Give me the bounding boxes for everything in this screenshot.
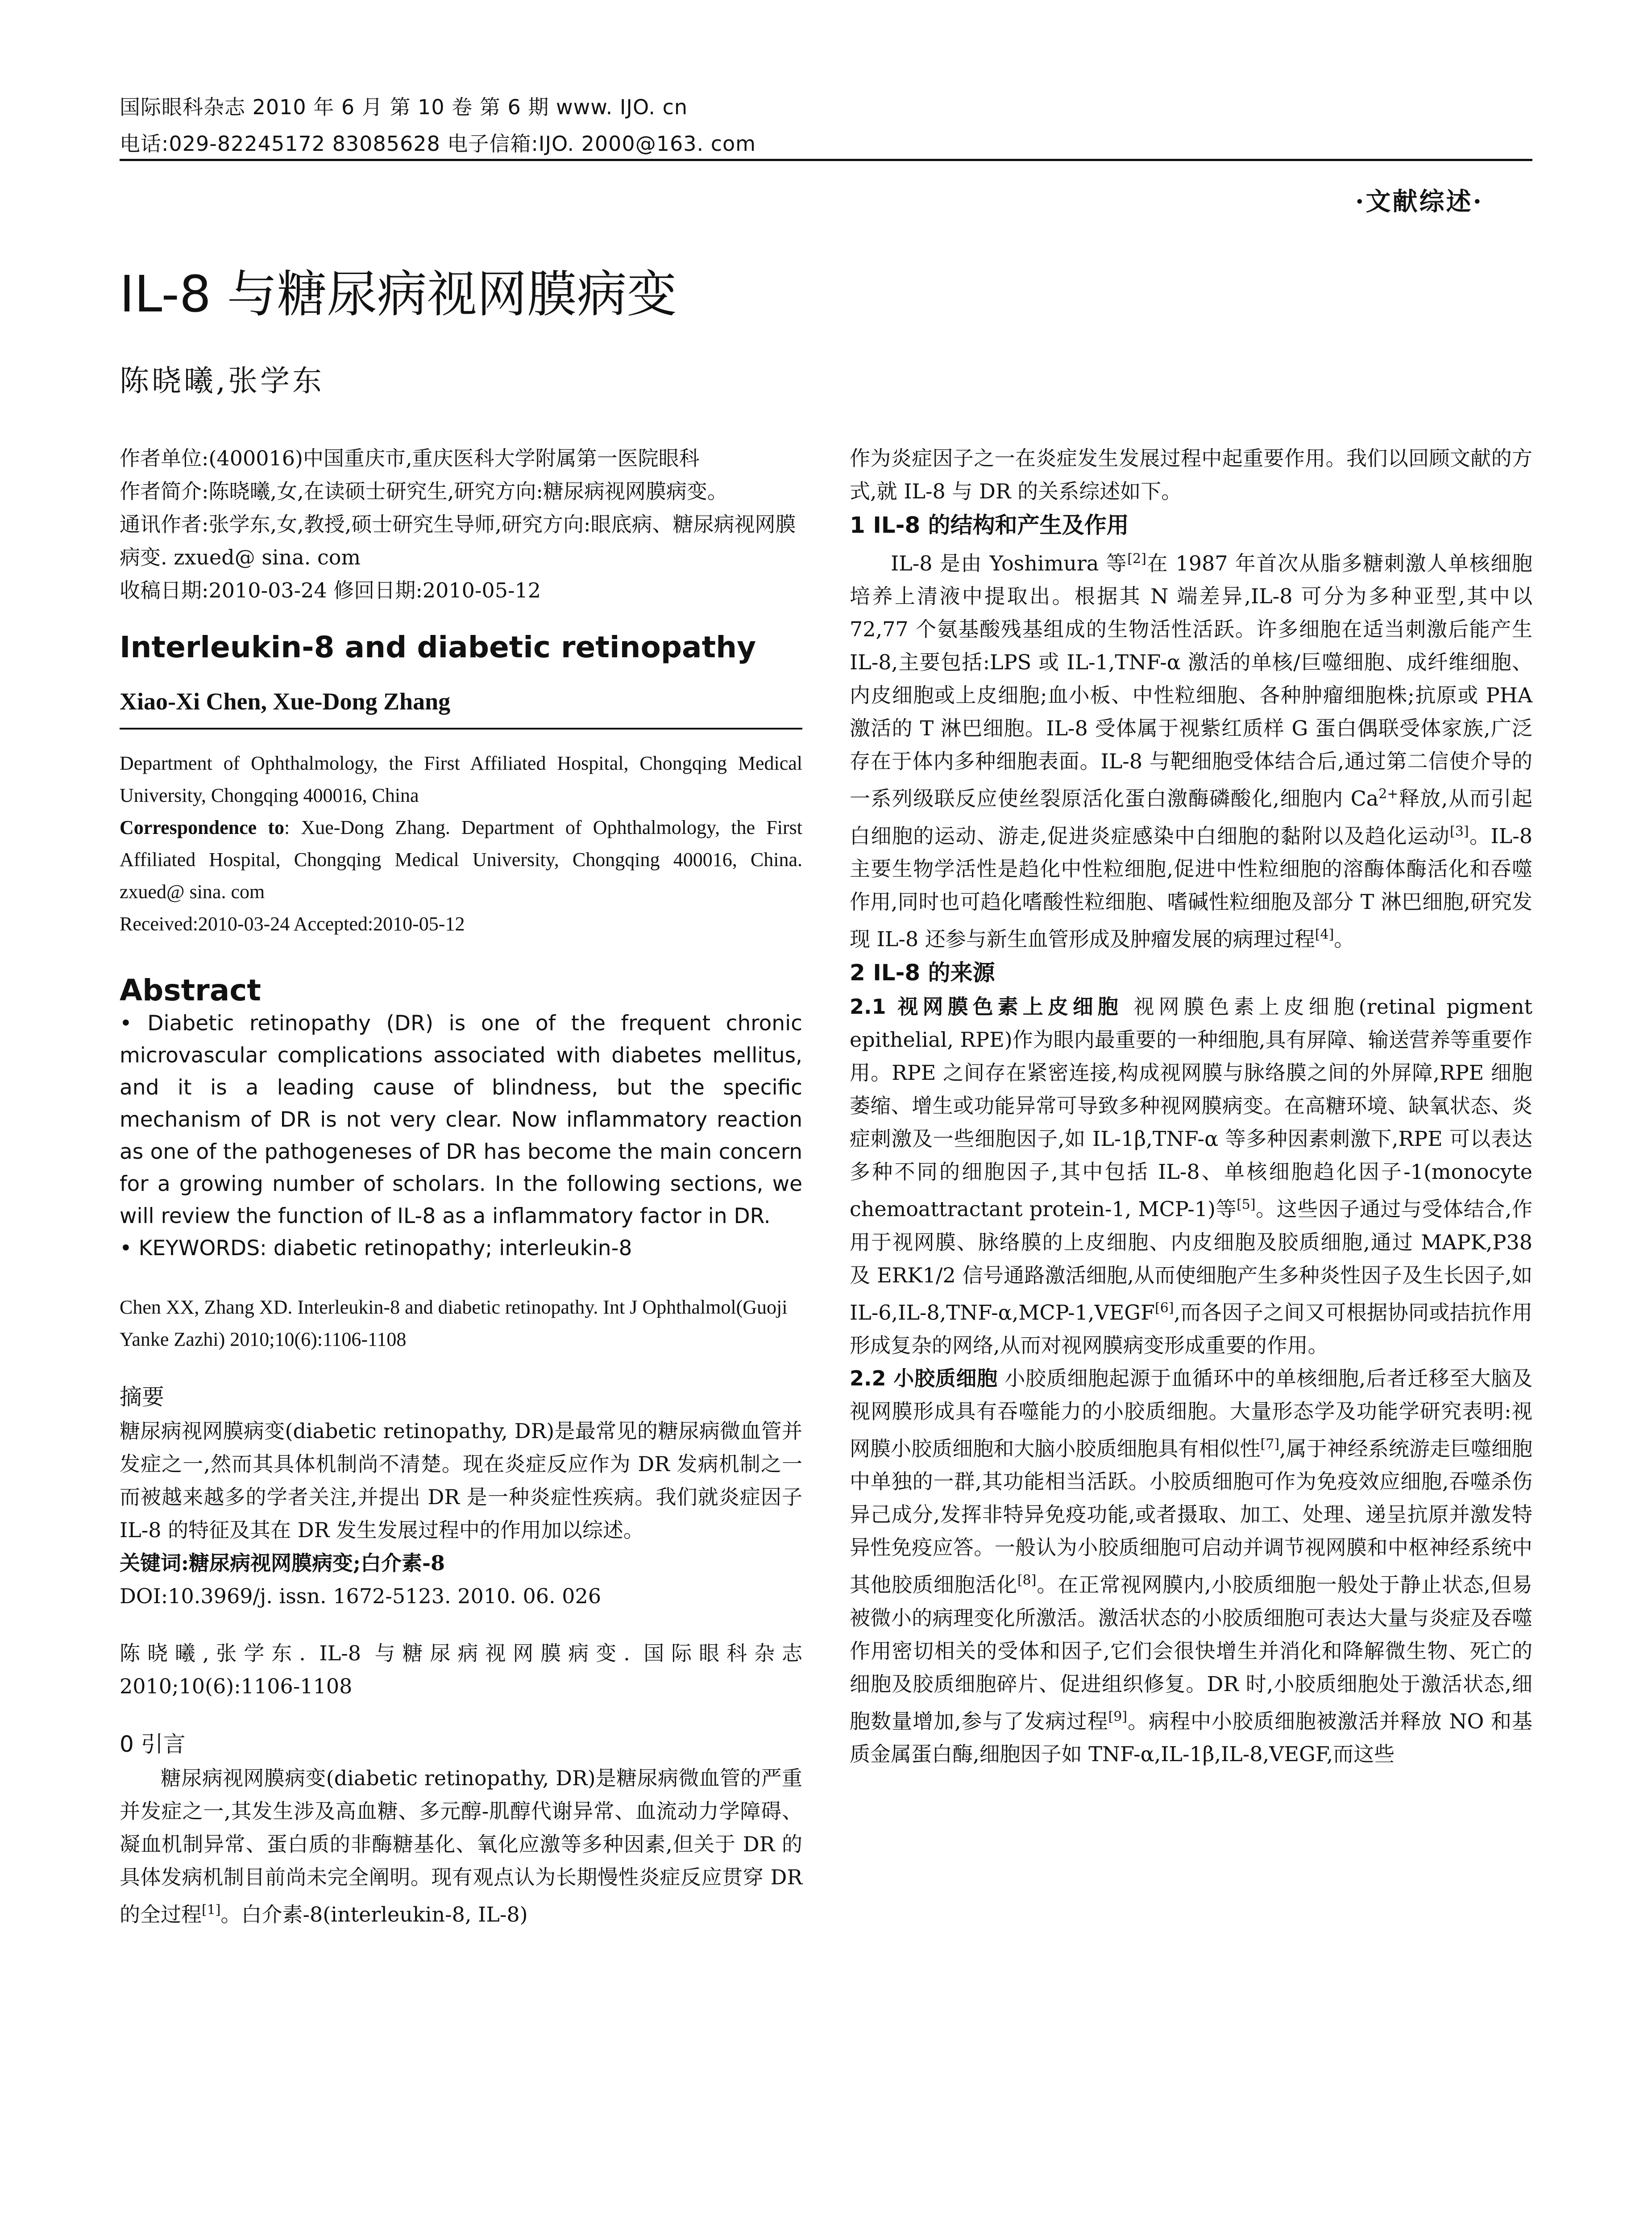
keywords-zh: 关键词:糖尿病视网膜病变;白介素-8 [120, 1551, 445, 1575]
ref-marker: [6] [1154, 1300, 1174, 1316]
section-1-heading: 1 IL-8 的结构和产生及作用 [850, 512, 1129, 538]
english-correspondence [120, 812, 802, 908]
ref-marker: [2] [1127, 551, 1146, 567]
ref-marker: [5] [1237, 1197, 1256, 1213]
right-column [850, 442, 1532, 1771]
ref-marker: [8] [1017, 1572, 1037, 1588]
correspondence-text: : Xue-Dong Zhang. Department of Ophthalmology, the First Affiliated Hospital, Chongqing Medical University, Chongqing 400016, China. zxued@ sina. com [120, 817, 802, 903]
english-authors: Xiao-Xi Chen, Xue-Dong Zhang [120, 688, 802, 730]
citation-english: Chen XX, Zhang XD. Interleukin-8 and diabetic retinopathy. Int J Ophthalmol(Guoji Yanke Zazhi) 2010;10(6):1106-1108 [120, 1296, 788, 1350]
ref-marker: [9] [1108, 1708, 1127, 1725]
corresponding-author: 通讯作者:张学东,女,教授,硕士研究生导师,研究方向:眼底病、糖尿病视网膜病变. zxued@ sina. com [120, 512, 796, 569]
ref-marker: [4] [1315, 926, 1334, 942]
article-authors: 陈晓曦,张学东 [120, 364, 324, 398]
journal-header: 国际眼科杂志 2010 年 6 月 第 10 卷 第 6 期 www. IJO. cn [120, 95, 688, 119]
section-2-2-heading: 2.2 小胶质细胞 [850, 1366, 998, 1390]
intro-paragraph: 糖尿病视网膜病变(diabetic retinopathy, DR)是糖尿病微血管的严重并发症之一,其发生涉及高血糖、多元醇-肌醇代谢异常、血流动力学障碍、凝血机制异常、蛋白质的非酶糖基化、氧化应激等多种因素,但关于 DR 的具体发病机制目前尚未完全阐明。现有观点认为长期慢性炎症反应贯穿 DR 的全过程[1]。白介素-8(interleukin-8, IL-8) [120, 1766, 802, 1927]
abstract-body: • Diabetic retinopathy (DR) is one of the frequent chronic microvascular complications associated with diabetes mellitus, and it is a leading cause of blindness, but the specific mechanism of DR is not very clear. Now inflammatory reaction as one of the pathogeneses of DR has become the main concern for a growing number of scholars. In the following sections, we will review the function of IL-8 as a inflammatory factor in DR. [120, 1011, 802, 1228]
abstract-zh-body: 糖尿病视网膜病变(diabetic retinopathy, DR)是最常见的糖尿病微血管并发症之一,然而其具体机制尚不清楚。现在炎症反应作为 DR 发病机制之一而被越来越多的学者关注,并提出 DR 是一种炎症性疾病。我们就炎症因子 IL-8 的特征及其在 DR 发生发展过程中的作用加以综述。 [120, 1419, 802, 1542]
author-intro: 作者简介:陈晓曦,女,在读硕士研究生,研究方向:糖尿病视网膜病变。 [120, 479, 728, 503]
section-2-heading: 2 IL-8 的来源 [850, 960, 995, 986]
english-department: Department of Ophthalmology, the First Affiliated Hospital, Chongqing Medical University, Chongqing 400016, China [120, 752, 802, 806]
abstract-keywords: • KEYWORDS: diabetic retinopathy; interleukin-8 [120, 1236, 632, 1261]
english-title: Interleukin-8 and diabetic retinopathy [120, 630, 756, 664]
section-2-1-heading: 2.1 视网膜色素上皮细胞 [850, 995, 1123, 1019]
ref-marker: [3] [1450, 823, 1469, 839]
author-affiliation: 作者单位:(400016)中国重庆市,重庆医科大学附属第一医院眼科 [120, 446, 700, 470]
section-1-paragraph: IL-8 是由 Yoshimura 等[2]在 1987 年首次从脂多糖刺激人单核细胞培养上清液中提取出。根据其 N 端差异,IL-8 可分为多种亚型,其中以 72,77 个氨基酸残基组成的生物活性活跃。许多细胞在适当刺激后能产生 IL-8,主要包括:LPS 或 IL-1,TNF-α 激活的单核/巨噬细胞、成纤维细胞、内皮细胞或上皮细胞;血小板、中性粒细胞、各种肿瘤细胞株;抗原或 PHA 激活的 T 淋巴细胞。IL-8 受体属于视紫红质样 G 蛋白偶联受体家族,广泛存在于体内多种细胞表面。IL-8 与靶细胞受体结合后,通过第二信使介导的一系列级联反应使丝裂原活化蛋白激酶磷酸化,细胞内 Ca$^{2+}$释放,从而引起白细胞的运动、游走,促进炎症感染中白细胞的黏附以及趋化运动[3]。IL-8 主要生物学活性是趋化中性粒细胞,促进中性粒细胞的溶酶体酶活化和吞噬作用,同时也可趋化嗜酸性粒细胞、嗜碱性粒细胞及部分 T 淋巴细胞,研究发现 IL-8 还参与新生血管形成及肿瘤发展的病理过程[4]。 [850, 551, 1533, 951]
intro-heading: 0 引言 [120, 1731, 186, 1757]
section-2-2-paragraph: 2.2 小胶质细胞 小胶质细胞起源于血循环中的单核细胞,后者迁移至大脑及视网膜形成具有吞噬能力的小胶质细胞。大量形态学及功能学研究表明:视网膜小胶质细胞和大脑小胶质细胞具有相似性[7],属于神经系统游走巨噬细胞中单独的一群,其功能相当活跃。小胶质细胞可作为免疫效应细胞,吞噬杀伤异己成分,发挥非特异免疫功能,或者摄取、加工、处理、递呈抗原并激发特异性免疫应答。一般认为小胶质细胞可启动并调节视网膜和中枢神经系统中其他胶质细胞活化[8]。在正常视网膜内,小胶质细胞一般处于静止状态,但易被微小的病理变化所激活。激活状态的小胶质细胞可表达大量与炎症及吞噬作用密切相关的受体和因子,它们会很快增生并消化和降解微生物、死亡的细胞及胶质细胞碎片、促进组织修复。DR 时,小胶质细胞处于激活状态,细胞数量增加,参与了发病过程[9]。病程中小胶质细胞被激活并释放 NO 和基质金属蛋白酶,细胞因子如 TNF-α,IL-1β,IL-8,VEGF,而这些 [850, 1366, 1533, 1766]
left-column [120, 442, 802, 1931]
ref-marker: [1] [202, 1902, 221, 1918]
ca-superscript: 2+ [1378, 786, 1399, 802]
abstract-heading: Abstract [120, 973, 261, 1008]
dates-zh: 收稿日期:2010-03-24 修回日期:2010-05-12 [120, 578, 541, 602]
citation-chinese: 陈晓曦,张学东. IL-8 与糖尿病视网膜病变. 国际眼科杂志 2010;10(6):1106-1108 [120, 1641, 802, 1698]
contact-header: 电话:029-82245172 83085628 电子信箱:IJO. 2000@163. com [120, 132, 756, 156]
ref-marker: [7] [1260, 1436, 1280, 1452]
section-2-1-paragraph: 2.1 视网膜色素上皮细胞 视网膜色素上皮细胞(retinal pigment epithelial, RPE)作为眼内最重要的一种细胞,具有屏障、输送营养等重要作用。RPE 之间存在紧密连接,构成视网膜与脉络膜之间的外屏障,RPE 细胞萎缩、增生或功能异常可导致多种视网膜病变。在高糖环境、缺氧状态、炎症刺激及一些细胞因子,如 IL-1β,TNF-α 等多种因素刺激下,RPE 可以表达多种不同的细胞因子,其中包括 IL-8、单核细胞趋化因子-1(monocyte chemoattractant protein-1, MCP-1)等[5]。这些因子通过与受体结合,作用于视网膜、脉络膜的上皮细胞、内皮细胞及胶质细胞,通过 MAPK,P38 及 ERK1/2 信号通路激活细胞,从而使细胞产生多种炎性因子及生长因子,如 IL-6,IL-8,TNF-α,MCP-1,VEGF[6],而各因子之间又可根据协同或拮抗作用形成复杂的网络,从而对视网膜病变形成重要的作用。 [850, 995, 1533, 1357]
correspondence-label: Correspondence to [120, 817, 285, 838]
header-divider [120, 159, 1532, 161]
doi: DOI:10.3969/j. issn. 1672-5123. 2010. 06. 026 [120, 1584, 602, 1608]
section-tag: ·文献综述· [1355, 187, 1483, 216]
english-dates: Received:2010-03-24 Accepted:2010-05-12 [120, 913, 465, 935]
abstract-zh-heading: 摘要 [120, 1384, 164, 1410]
intro-paragraph-continued: 作为炎症因子之一在炎症发生发展过程中起重要作用。我们以回顾文献的方式,就 IL-8 与 DR 的关系综述如下。 [850, 446, 1532, 503]
article-title: IL-8 与糖尿病视网膜病变 [120, 265, 677, 323]
